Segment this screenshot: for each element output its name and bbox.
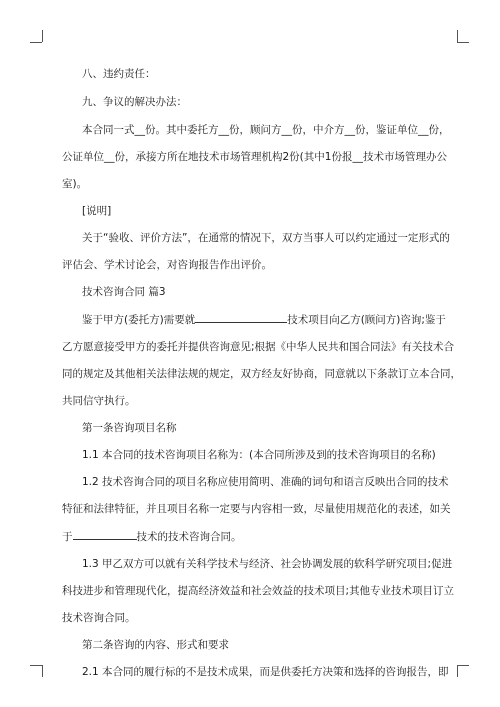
note-line-2: 评估会、学术讨论会，对咨询报告作出评价。: [62, 259, 272, 271]
clause-1-1: 1.1 本合同的技术咨询项目名称为：(本合同所涉及到的技术咨询项目的名称): [82, 449, 436, 461]
clause-1-2-line-3: [62, 528, 444, 544]
clause-1-3-line-3: 技术咨询合同。: [62, 612, 136, 624]
section-heading-dispute: 九、争议的解决办法：: [82, 96, 187, 108]
clause-1-2-text-a: 于: [62, 531, 73, 543]
article-2-heading: 第二条咨询的内容、形式和要求: [82, 639, 229, 651]
clause-1-2-line-2: 特征和法律特征，并且项目名称一定要与内容相一致，尽量使用规范化的表述，如关: [62, 503, 451, 515]
project-blank: [195, 311, 287, 323]
section-heading-breach: 八、违约责任：: [82, 68, 156, 80]
note-line-1: 关于“验收、评价方法”，在通常的情况下，双方当事人可以约定通过一定形式的: [82, 232, 450, 244]
clause-1-2-text-b: 技术的技术咨询合同。: [136, 531, 242, 543]
preamble-text-a: 鉴于甲方(委托方)需要就: [82, 314, 196, 326]
document-body: [62, 66, 461, 679]
copies-line-2: 公证单位__份，承接方所在地技术市场管理机构2份(其中1份报__技术市场管理办公: [62, 151, 447, 163]
clause-1-3-line-2: 科技进步和管理现代化，提高经济效益和社会效益的技术项目;其他专业技术项目订立: [62, 585, 455, 597]
preamble-line-4: 共同信守执行。: [62, 395, 136, 407]
clause-2-1: 2.1 本合同的履行标的不是技术成果，而是供委托方决策和选择的咨询报告，即: [82, 666, 449, 678]
note-label: [说明]: [82, 205, 112, 217]
technology-blank: [73, 528, 137, 540]
copies-line-3: 室)。: [62, 178, 88, 190]
contract-section-title: 技术咨询合同 篇3: [82, 286, 166, 298]
clause-1-2-line-1: 1.2 技术咨询合同的项目名称应使用简明、准确的词句和语言反映出合同的技术: [82, 476, 449, 488]
clause-1-3-line-1: 1.3 甲乙双方可以就有关科学技术与经济、社会协调发展的软科学研究项目;促进: [82, 558, 453, 570]
preamble-line-1: [62, 311, 444, 327]
article-1-heading: 第一条咨询项目名称: [82, 422, 177, 434]
preamble-line-3: 同的规定及其他相关法律法规的规定，双方经友好协商，同意就以下条款订立本合同，: [62, 368, 461, 380]
copies-line-1: 本合同一式__份。其中委托方__份，顾问方__份，中介方__份，鉴证单位__份，: [82, 124, 450, 136]
preamble-line-2: 乙方愿意接受甲方的委托并提供咨询意见;根据《中华人民共和国合同法》有关技术合: [62, 341, 455, 353]
preamble-text-b: 技术项目向乙方(顾问方)咨询;鉴于: [287, 314, 446, 326]
